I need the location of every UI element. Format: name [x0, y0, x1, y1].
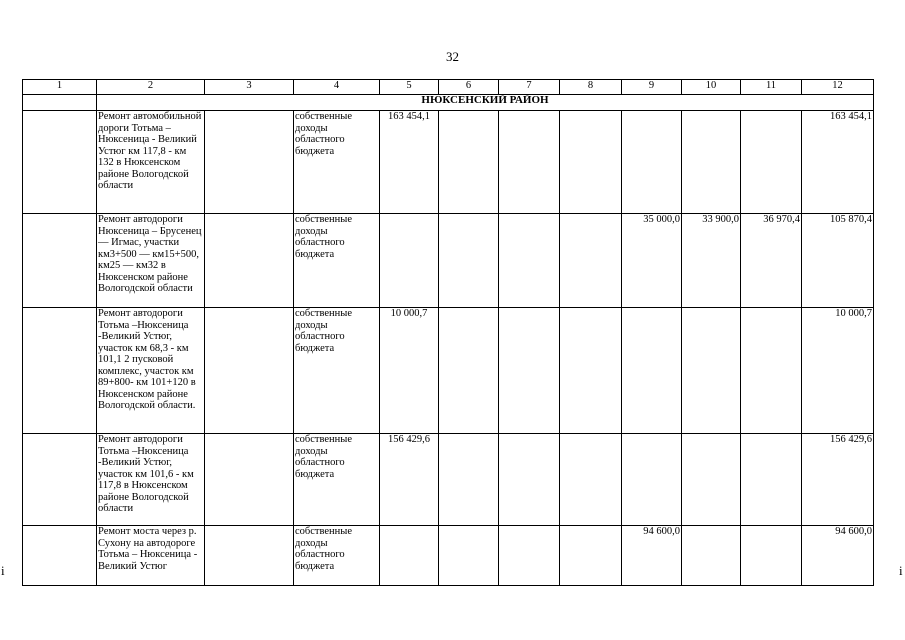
column-number-row	[23, 80, 874, 95]
cell-col3	[205, 214, 294, 308]
amount-cell-c6	[439, 214, 499, 308]
table-row	[23, 308, 874, 434]
cell-col1	[23, 308, 97, 434]
cell-col1	[23, 111, 97, 214]
amount-cell-c7	[499, 111, 560, 214]
table-row	[23, 111, 874, 214]
amount-cell-c7	[499, 526, 560, 586]
funding-source-cell: собственные доходы областного бюджета	[294, 214, 380, 308]
column-number-6: 6	[439, 80, 499, 95]
amount-cell-c5	[380, 214, 439, 308]
column-number-11: 11	[741, 80, 802, 95]
amount-cell-c7	[499, 214, 560, 308]
table-row	[23, 214, 874, 308]
amount-cell-c5: 10 000,7	[380, 308, 439, 434]
amount-cell-c12: 163 454,1	[802, 111, 874, 214]
column-number-9: 9	[622, 80, 682, 95]
object-name-cell: Ремонт автодороги Тотьма –Нюксеница -Великий Устюг, участок км 68,3 - км 101,1 2 пусковой комплекс, участок км 89+800- км 101+120 в Нюксенском районе Вологодской области.	[97, 308, 205, 434]
amount-cell-c8	[560, 214, 622, 308]
left-edge-mark: i	[1, 563, 5, 578]
amount-cell-c11	[741, 434, 802, 526]
amount-cell-c6	[439, 111, 499, 214]
cell-col3	[205, 111, 294, 214]
amount-cell-c11	[741, 308, 802, 434]
amount-cell-c9: 35 000,0	[622, 214, 682, 308]
amount-cell-c10	[682, 526, 741, 586]
amount-cell-c8	[560, 526, 622, 586]
cell-col3	[205, 434, 294, 526]
column-number-5: 5	[380, 80, 439, 95]
amount-cell-c12: 156 429,6	[802, 434, 874, 526]
object-name-cell: Ремонт автодороги Нюксеница – Брусенец — Игмас, участки км3+500 — км15+500, км25 — км32 в Нюксенском районе Вологодской области	[97, 214, 205, 308]
region-empty-cell	[23, 95, 97, 111]
column-number-12: 12	[802, 80, 874, 95]
column-number-2: 2	[97, 80, 205, 95]
amount-cell-c10	[682, 308, 741, 434]
object-name-cell: Ремонт автомобильной дороги Тотьма – Нюксеница - Великий Устюг км 117,8 - км 132 в Нюксенском районе Вологодской области	[97, 111, 205, 214]
amount-cell-c11	[741, 526, 802, 586]
cell-col1	[23, 526, 97, 586]
page-number: 32	[446, 49, 459, 64]
amount-cell-c8	[560, 308, 622, 434]
amount-cell-c7	[499, 434, 560, 526]
region-title: НЮКСЕНСКИЙ РАЙОН	[97, 95, 874, 111]
amount-cell-c6	[439, 434, 499, 526]
funding-source-cell: собственные доходы областного бюджета	[294, 308, 380, 434]
cell-col3	[205, 308, 294, 434]
amount-cell-c11	[741, 111, 802, 214]
table-row	[23, 526, 874, 586]
region-row	[23, 95, 874, 111]
amount-cell-c7	[499, 308, 560, 434]
column-number-3: 3	[205, 80, 294, 95]
amount-cell-c6	[439, 308, 499, 434]
amount-cell-c9	[622, 308, 682, 434]
amount-cell-c5: 156 429,6	[380, 434, 439, 526]
cell-col3	[205, 526, 294, 586]
amount-cell-c8	[560, 111, 622, 214]
amount-cell-c8	[560, 434, 622, 526]
right-edge-mark: i	[899, 563, 903, 578]
cell-col1	[23, 434, 97, 526]
funding-source-cell: собственные доходы областного бюджета	[294, 111, 380, 214]
data-table	[22, 79, 874, 586]
amount-cell-c6	[439, 526, 499, 586]
amount-cell-c11: 36 970,4	[741, 214, 802, 308]
amount-cell-c9: 94 600,0	[622, 526, 682, 586]
funding-source-cell: собственные доходы областного бюджета	[294, 434, 380, 526]
amount-cell-c12: 10 000,7	[802, 308, 874, 434]
amount-cell-c5	[380, 526, 439, 586]
amount-cell-c12: 105 870,4	[802, 214, 874, 308]
column-number-8: 8	[560, 80, 622, 95]
amount-cell-c9	[622, 111, 682, 214]
amount-cell-c5: 163 454,1	[380, 111, 439, 214]
table-row	[23, 434, 874, 526]
object-name-cell: Ремонт моста через р. Сухону на автодороге Тотьма – Нюксеница - Великий Устюг	[97, 526, 205, 586]
amount-cell-c10	[682, 111, 741, 214]
column-number-10: 10	[682, 80, 741, 95]
amount-cell-c12: 94 600,0	[802, 526, 874, 586]
amount-cell-c10	[682, 434, 741, 526]
column-number-7: 7	[499, 80, 560, 95]
column-number-1: 1	[23, 80, 97, 95]
amount-cell-c10: 33 900,0	[682, 214, 741, 308]
column-number-4: 4	[294, 80, 380, 95]
object-name-cell: Ремонт автодороги Тотьма –Нюксеница -Великий Устюг, участок км 101,6 - км 117,8 в Нюксенском районе Вологодской области	[97, 434, 205, 526]
cell-col1	[23, 214, 97, 308]
amount-cell-c9	[622, 434, 682, 526]
funding-source-cell: собственные доходы областного бюджета	[294, 526, 380, 586]
